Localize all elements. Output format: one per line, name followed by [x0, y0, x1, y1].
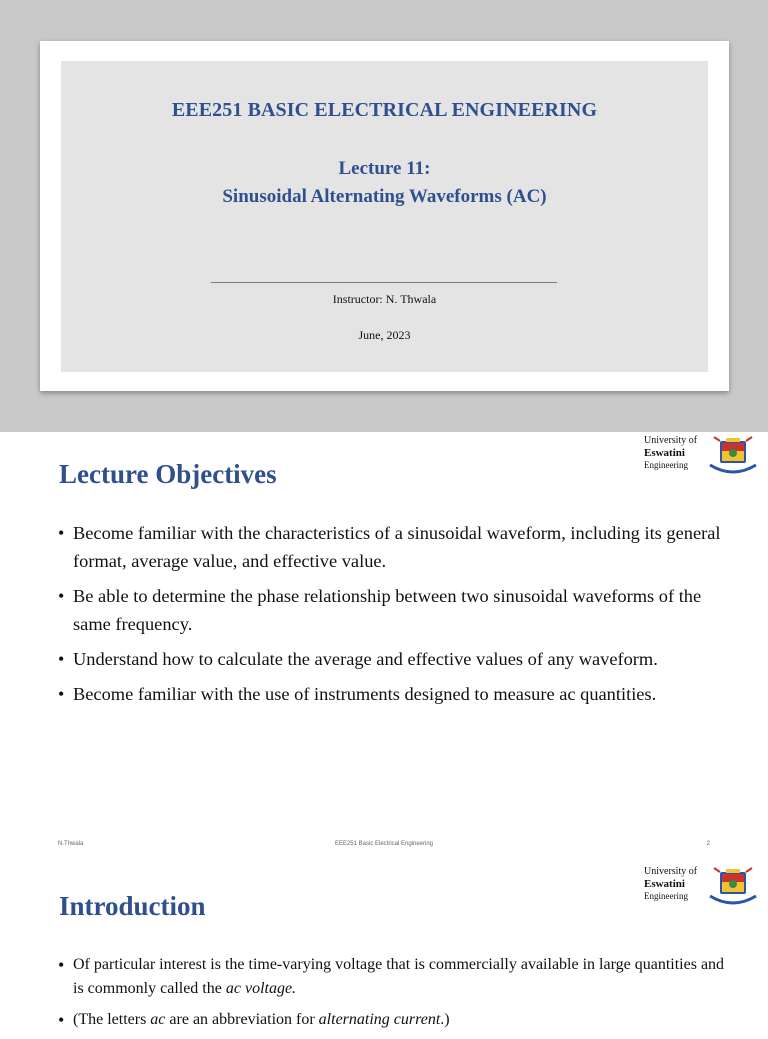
introduction-list	[58, 953, 728, 1039]
intro-text: are an abbreviation for	[165, 1011, 319, 1028]
logo-line-3: Engineering	[644, 460, 688, 470]
footer-author: N.Thwala	[58, 841, 84, 847]
objective-item: • Become familiar with the use of instruments designed to measure ac quantities.	[58, 680, 728, 708]
lecture-number: Lecture 11:	[338, 158, 431, 179]
intro-emphasis: ac	[150, 1011, 166, 1028]
logo-line-1: University of	[644, 435, 698, 446]
intro-text: .)	[440, 1011, 450, 1028]
objective-item: • Understand how to calculate the average and effective values of any waveform.	[58, 645, 728, 673]
university-logo	[644, 435, 760, 475]
slide-heading: Introduction	[59, 891, 206, 921]
title-slide-background	[0, 0, 768, 432]
slide-heading: Lecture Objectives	[59, 459, 277, 489]
intro-item	[58, 1008, 728, 1032]
intro-emphasis: ac voltage.	[225, 980, 297, 997]
title-panel	[61, 61, 708, 372]
title-divider	[211, 282, 557, 283]
objectives-list	[58, 519, 728, 715]
intro-emphasis: alternating current	[318, 1011, 441, 1028]
logo-line-2: Eswatini	[644, 447, 685, 459]
footer-course: EEE251 Basic Electrical Engineering	[334, 841, 434, 847]
slide-introduction	[0, 862, 768, 1028]
slide-lecture-objectives	[0, 432, 768, 862]
logo-text	[644, 866, 704, 902]
university-crest-icon	[706, 866, 760, 906]
title-slide	[40, 41, 729, 391]
instructor-name: Instructor: N. Thwala	[332, 292, 437, 306]
lecture-date: June, 2023	[358, 328, 411, 342]
logo-text	[644, 435, 704, 471]
slide-footer	[0, 841, 768, 853]
footer-page-number: 2	[706, 841, 710, 847]
objective-item: • Become familiar with the characteristics of a sinusoidal waveform, including its general format, average value, and effective value.	[58, 519, 728, 575]
university-crest-icon	[706, 435, 760, 475]
course-title: EEE251 BASIC ELECTRICAL ENGINEERING	[171, 99, 598, 121]
university-logo	[644, 866, 760, 906]
intro-text: (The letters	[73, 1011, 151, 1028]
intro-item	[58, 953, 728, 1001]
logo-line-3: Engineering	[644, 891, 688, 901]
objective-item: • Be able to determine the phase relationship between two sinusoidal waveforms of the same frequency.	[58, 582, 728, 638]
logo-line-2: Eswatini	[644, 878, 685, 890]
intro-text: Of particular interest is the time-varying voltage that is commercially available in large quantities and is commonly called the	[73, 956, 725, 997]
lecture-topic: Sinusoidal Alternating Waveforms (AC)	[222, 186, 547, 207]
logo-line-1: University of	[644, 866, 698, 877]
